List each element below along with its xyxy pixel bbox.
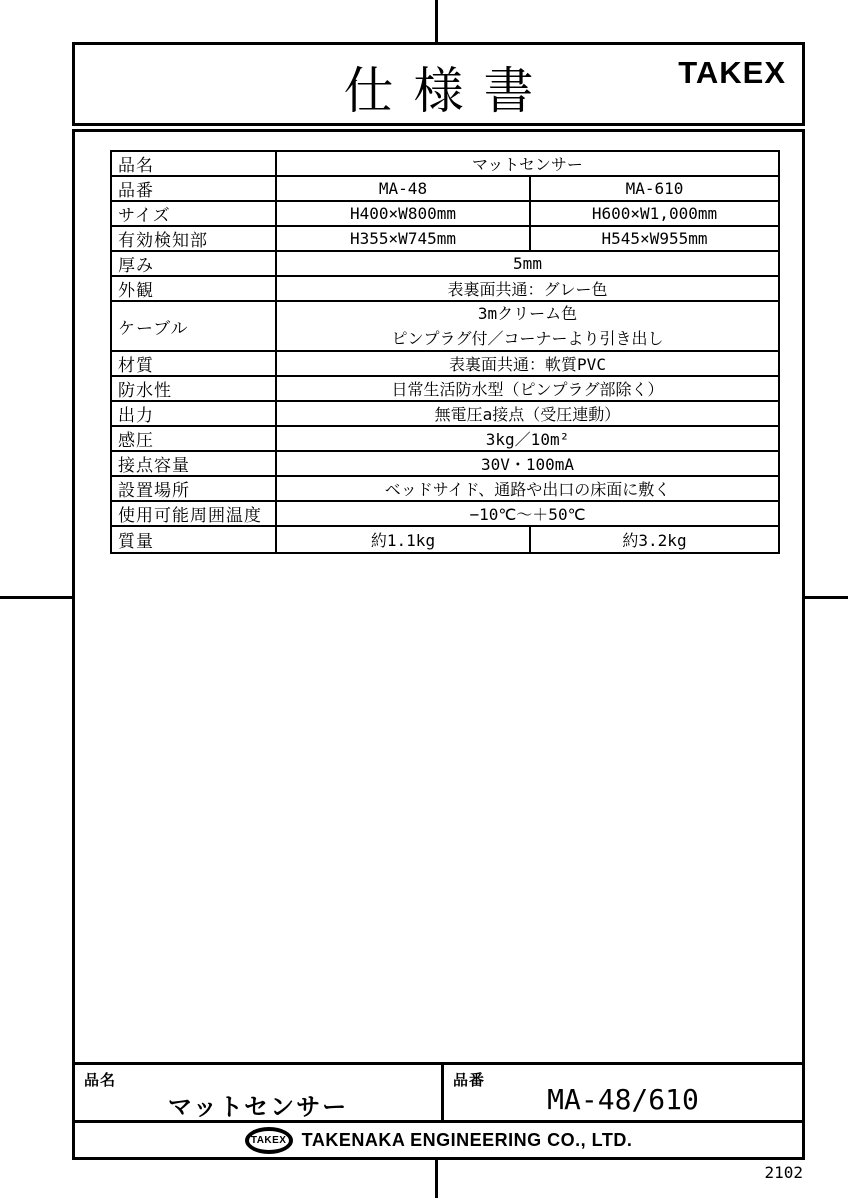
table-row-contact-capacity xyxy=(112,452,778,477)
registration-mark-top xyxy=(435,0,438,42)
table-row-weight xyxy=(112,527,778,552)
row-label: 品番 xyxy=(112,177,277,200)
row-value: −10℃～＋50℃ xyxy=(469,505,586,524)
table-row-size xyxy=(112,202,778,227)
content-frame xyxy=(72,129,805,1160)
row-value: 表裏面共通：軟質PVC xyxy=(449,355,606,374)
row-label: 質量 xyxy=(112,527,277,552)
row-label: 感圧 xyxy=(112,427,277,450)
row-value-ma48: 約1.1kg xyxy=(277,527,531,552)
row-label: 材質 xyxy=(112,352,277,375)
table-row-operating-temperature xyxy=(112,502,778,527)
model-label: 品番 xyxy=(453,1072,486,1089)
row-label: 外観 xyxy=(112,277,277,300)
row-value: 無電圧a接点（受圧連動） xyxy=(434,405,621,424)
row-value-ma48: MA-48 xyxy=(277,177,531,200)
row-value-ma610: MA-610 xyxy=(625,179,684,198)
table-row-product-name xyxy=(112,152,778,177)
row-value: 表裏面共通：グレー色 xyxy=(447,280,608,299)
specification-table xyxy=(110,150,780,554)
table-row-thickness xyxy=(112,252,778,277)
product-name-value: マットセンサー xyxy=(167,1094,349,1121)
model-value: MA-48/610 xyxy=(547,1083,699,1116)
table-row-installation-location xyxy=(112,477,778,502)
row-value: 日常生活防水型（ピンプラグ部除く） xyxy=(391,380,664,399)
row-value-ma610: 約3.2kg xyxy=(622,531,687,550)
company-name: TAKENAKA ENGINEERING CO., LTD. xyxy=(301,1129,633,1150)
table-row-effective-detection-area xyxy=(112,227,778,252)
table-row-appearance xyxy=(112,277,778,302)
company-bar xyxy=(75,1120,802,1157)
row-value: 5mm xyxy=(513,254,542,273)
row-label: 使用可能周囲温度 xyxy=(112,502,277,525)
registration-mark-left xyxy=(0,596,74,599)
registration-mark-right xyxy=(803,596,848,599)
row-value-ma48: H400×W800mm xyxy=(277,202,531,225)
row-value: マットセンサー xyxy=(472,155,583,174)
page-number: 2102 xyxy=(764,1163,803,1182)
document-title: 仕様書 xyxy=(343,63,554,119)
row-label: 設置場所 xyxy=(112,477,277,500)
product-name-label: 品名 xyxy=(84,1072,117,1089)
row-label: サイズ xyxy=(112,202,277,225)
row-label: 品名 xyxy=(112,152,277,175)
table-row-waterproofness xyxy=(112,377,778,402)
table-row-cable xyxy=(112,302,778,352)
row-label: ケーブル xyxy=(112,302,277,350)
footer-model-cell xyxy=(444,1065,802,1120)
row-label: 防水性 xyxy=(112,377,277,400)
row-value: 3kg／10m² xyxy=(485,430,570,449)
cable-line-2: ピンプラグ付／コーナーより引き出し xyxy=(391,329,664,348)
table-row-output xyxy=(112,402,778,427)
row-value-ma610: H600×W1,000mm xyxy=(591,204,718,223)
row-label: 厚み xyxy=(112,252,277,275)
row-label: 有効検知部 xyxy=(112,227,277,250)
table-row-model-number xyxy=(112,177,778,202)
row-value-ma610: H545×W955mm xyxy=(601,229,708,248)
row-label: 出力 xyxy=(112,402,277,425)
table-row-material xyxy=(112,352,778,377)
table-row-pressure-sensitivity xyxy=(112,427,778,452)
registration-mark-bottom xyxy=(435,1160,438,1198)
footer-title-block xyxy=(75,1062,802,1120)
takex-oval-logo-icon: TAKEX xyxy=(245,1127,293,1154)
title-block xyxy=(72,42,805,126)
row-value: 30V・100mA xyxy=(480,455,575,474)
row-label: 接点容量 xyxy=(112,452,277,475)
brand-logotype: TAKEX xyxy=(678,55,786,90)
cable-line-1: 3mクリーム色 xyxy=(477,304,578,323)
row-value: ベッドサイド、通路や出口の床面に敷く xyxy=(384,480,671,499)
row-value-ma48: H355×W745mm xyxy=(277,227,531,250)
row-value xyxy=(277,302,778,350)
footer-product-name-cell xyxy=(75,1065,444,1120)
